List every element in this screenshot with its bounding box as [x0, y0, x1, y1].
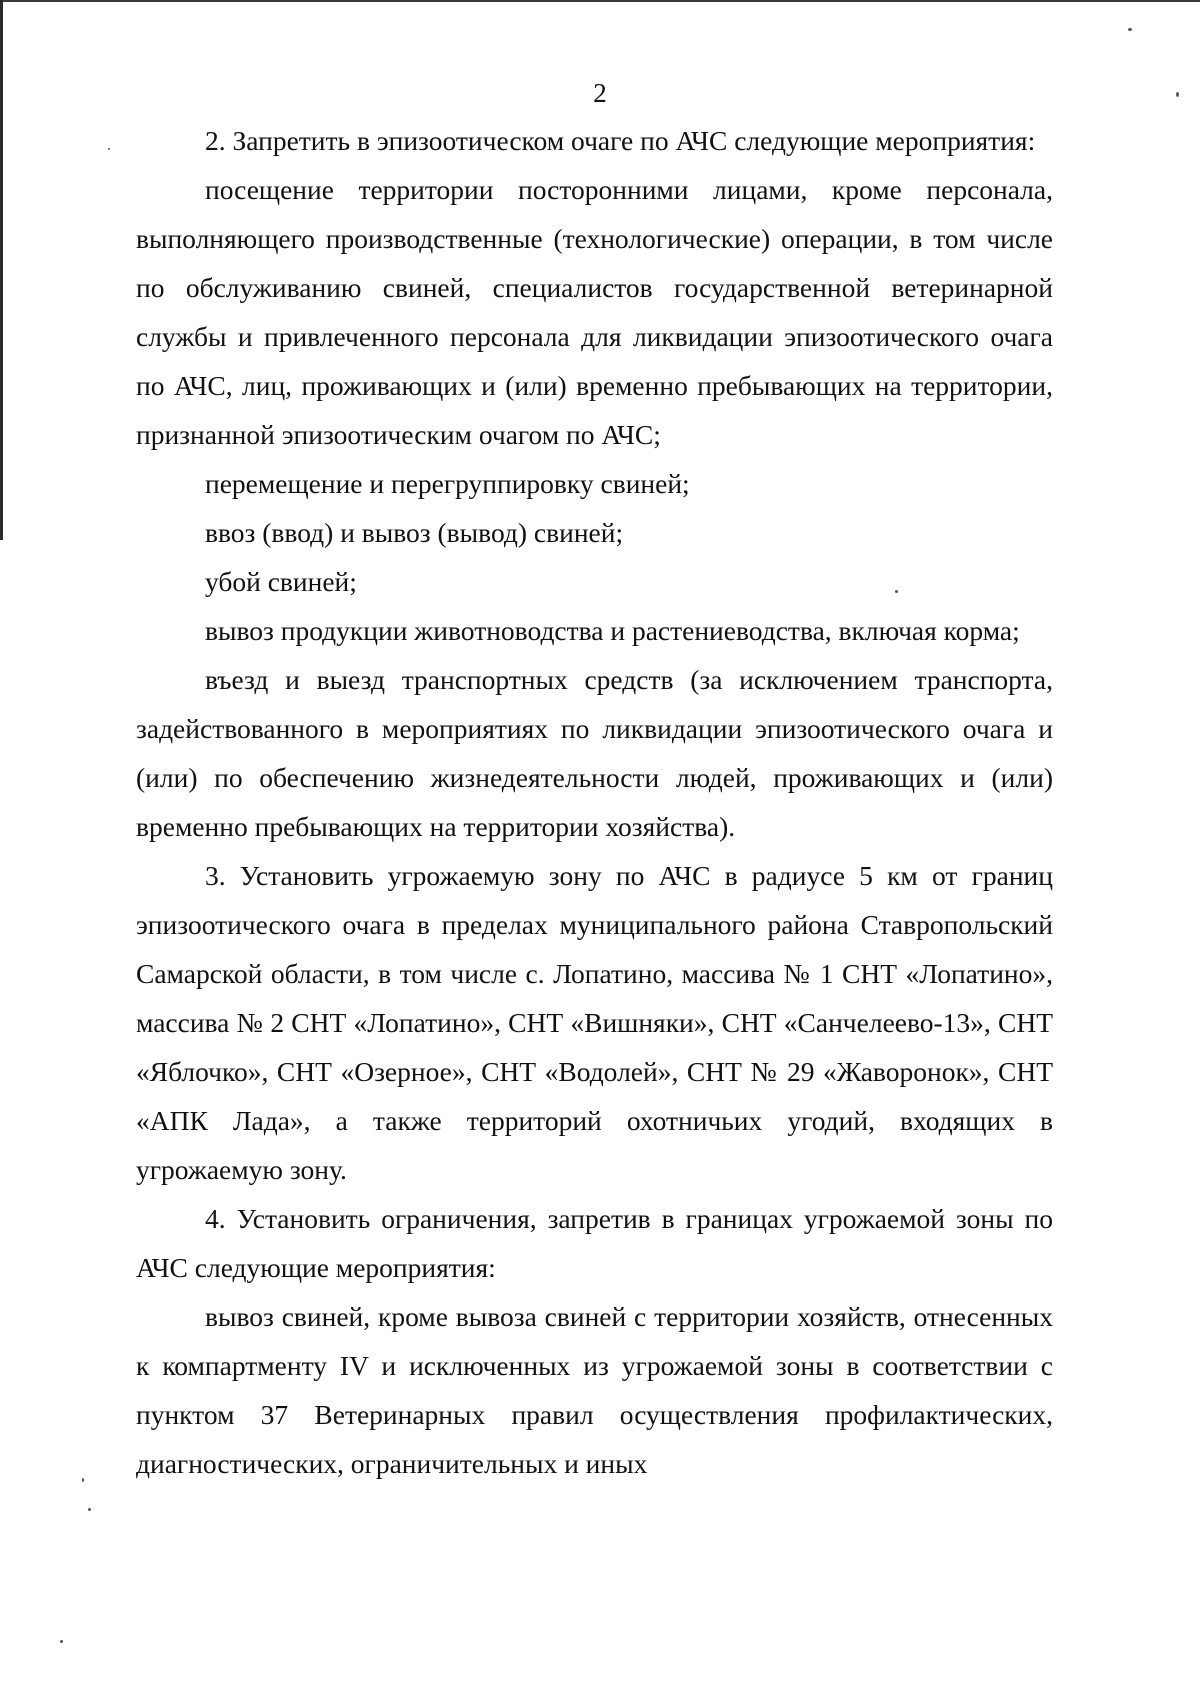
paragraph-regrouping: перемещение и перегруппировку свиней; [205, 468, 690, 499]
paragraph-import-export: ввоз (ввод) и вывоз (вывод) свиней; [205, 517, 624, 548]
scan-speck [82, 1478, 84, 1482]
scan-speck [60, 1640, 63, 1643]
scan-speck [1176, 92, 1179, 97]
paragraph-item-2-heading: 2. Запретить в эпизоотическом очаге по АЧС следующие мероприятия: [205, 125, 1036, 156]
paragraph-item-4-restrictions: 4. Установить ограничения, запретив в границах угрожаемой зоны по АЧС следующие мероприятия: [136, 1203, 1053, 1283]
scan-speck [1128, 28, 1132, 31]
paragraph-visit-restriction: посещение территории посторонними лицами, кроме персонала, выполняющего производственные (технологические) операции, в том числе по обслуживанию свиней, специалистов государственной ветеринарной службы и привлеченного персонала для ликвидации эпизоотического очага по АЧС, лиц, проживающих и (или) временно пребывающих на территории, признанной эпизоотическим очагом по АЧС; [136, 174, 1053, 450]
paragraph-item-3-threatened-zone: 3. Установить угрожаемую зону по АЧС в радиусе 5 км от границ эпизоотического очага в пределах муниципального района Ставропольский Самарской области, в том числе с. Лопатино, массива № 1 СНТ «Лопатино», массива № 2 СНТ «Лопатино», СНТ «Вишняки», СНТ «Санчелеево-13», СНТ «Яблочко», СНТ «Озерное», СНТ «Водолей», СНТ № 29 «Жаворонок», СНТ «АПК Лада», а также территорий охотничьих угодий, входящих в угрожаемую зону. [136, 860, 1053, 1185]
scan-speck [895, 590, 898, 593]
paragraph-produce-export: вывоз продукции животноводства и растениеводства, включая корма; [205, 615, 1020, 646]
scan-speck [108, 148, 110, 150]
scan-top-edge [0, 0, 1200, 2]
paragraph-slaughter: убой свиней; [205, 566, 357, 597]
paragraph-pig-export: вывоз свиней, кроме вывоза свиней с территории хозяйств, отнесенных к компартменту IV и исключенных из угрожаемой зоны в соответствии с пунктом 37 Ветеринарных правил осуществления профилактических, диагностических, ограничительных и иных [136, 1301, 1053, 1479]
document-body [136, 116, 1053, 1488]
scan-speck [88, 1508, 91, 1511]
paragraph-vehicle-entry: въезд и выезд транспортных средств (за исключением транспорта, задействованного в мероприятиях по ликвидации эпизоотического очага и (или) по обеспечению жизнедеятельности людей, проживающих и (или) временно пребывающих на территории хозяйства). [136, 664, 1053, 842]
page-number: 2 [593, 78, 607, 108]
